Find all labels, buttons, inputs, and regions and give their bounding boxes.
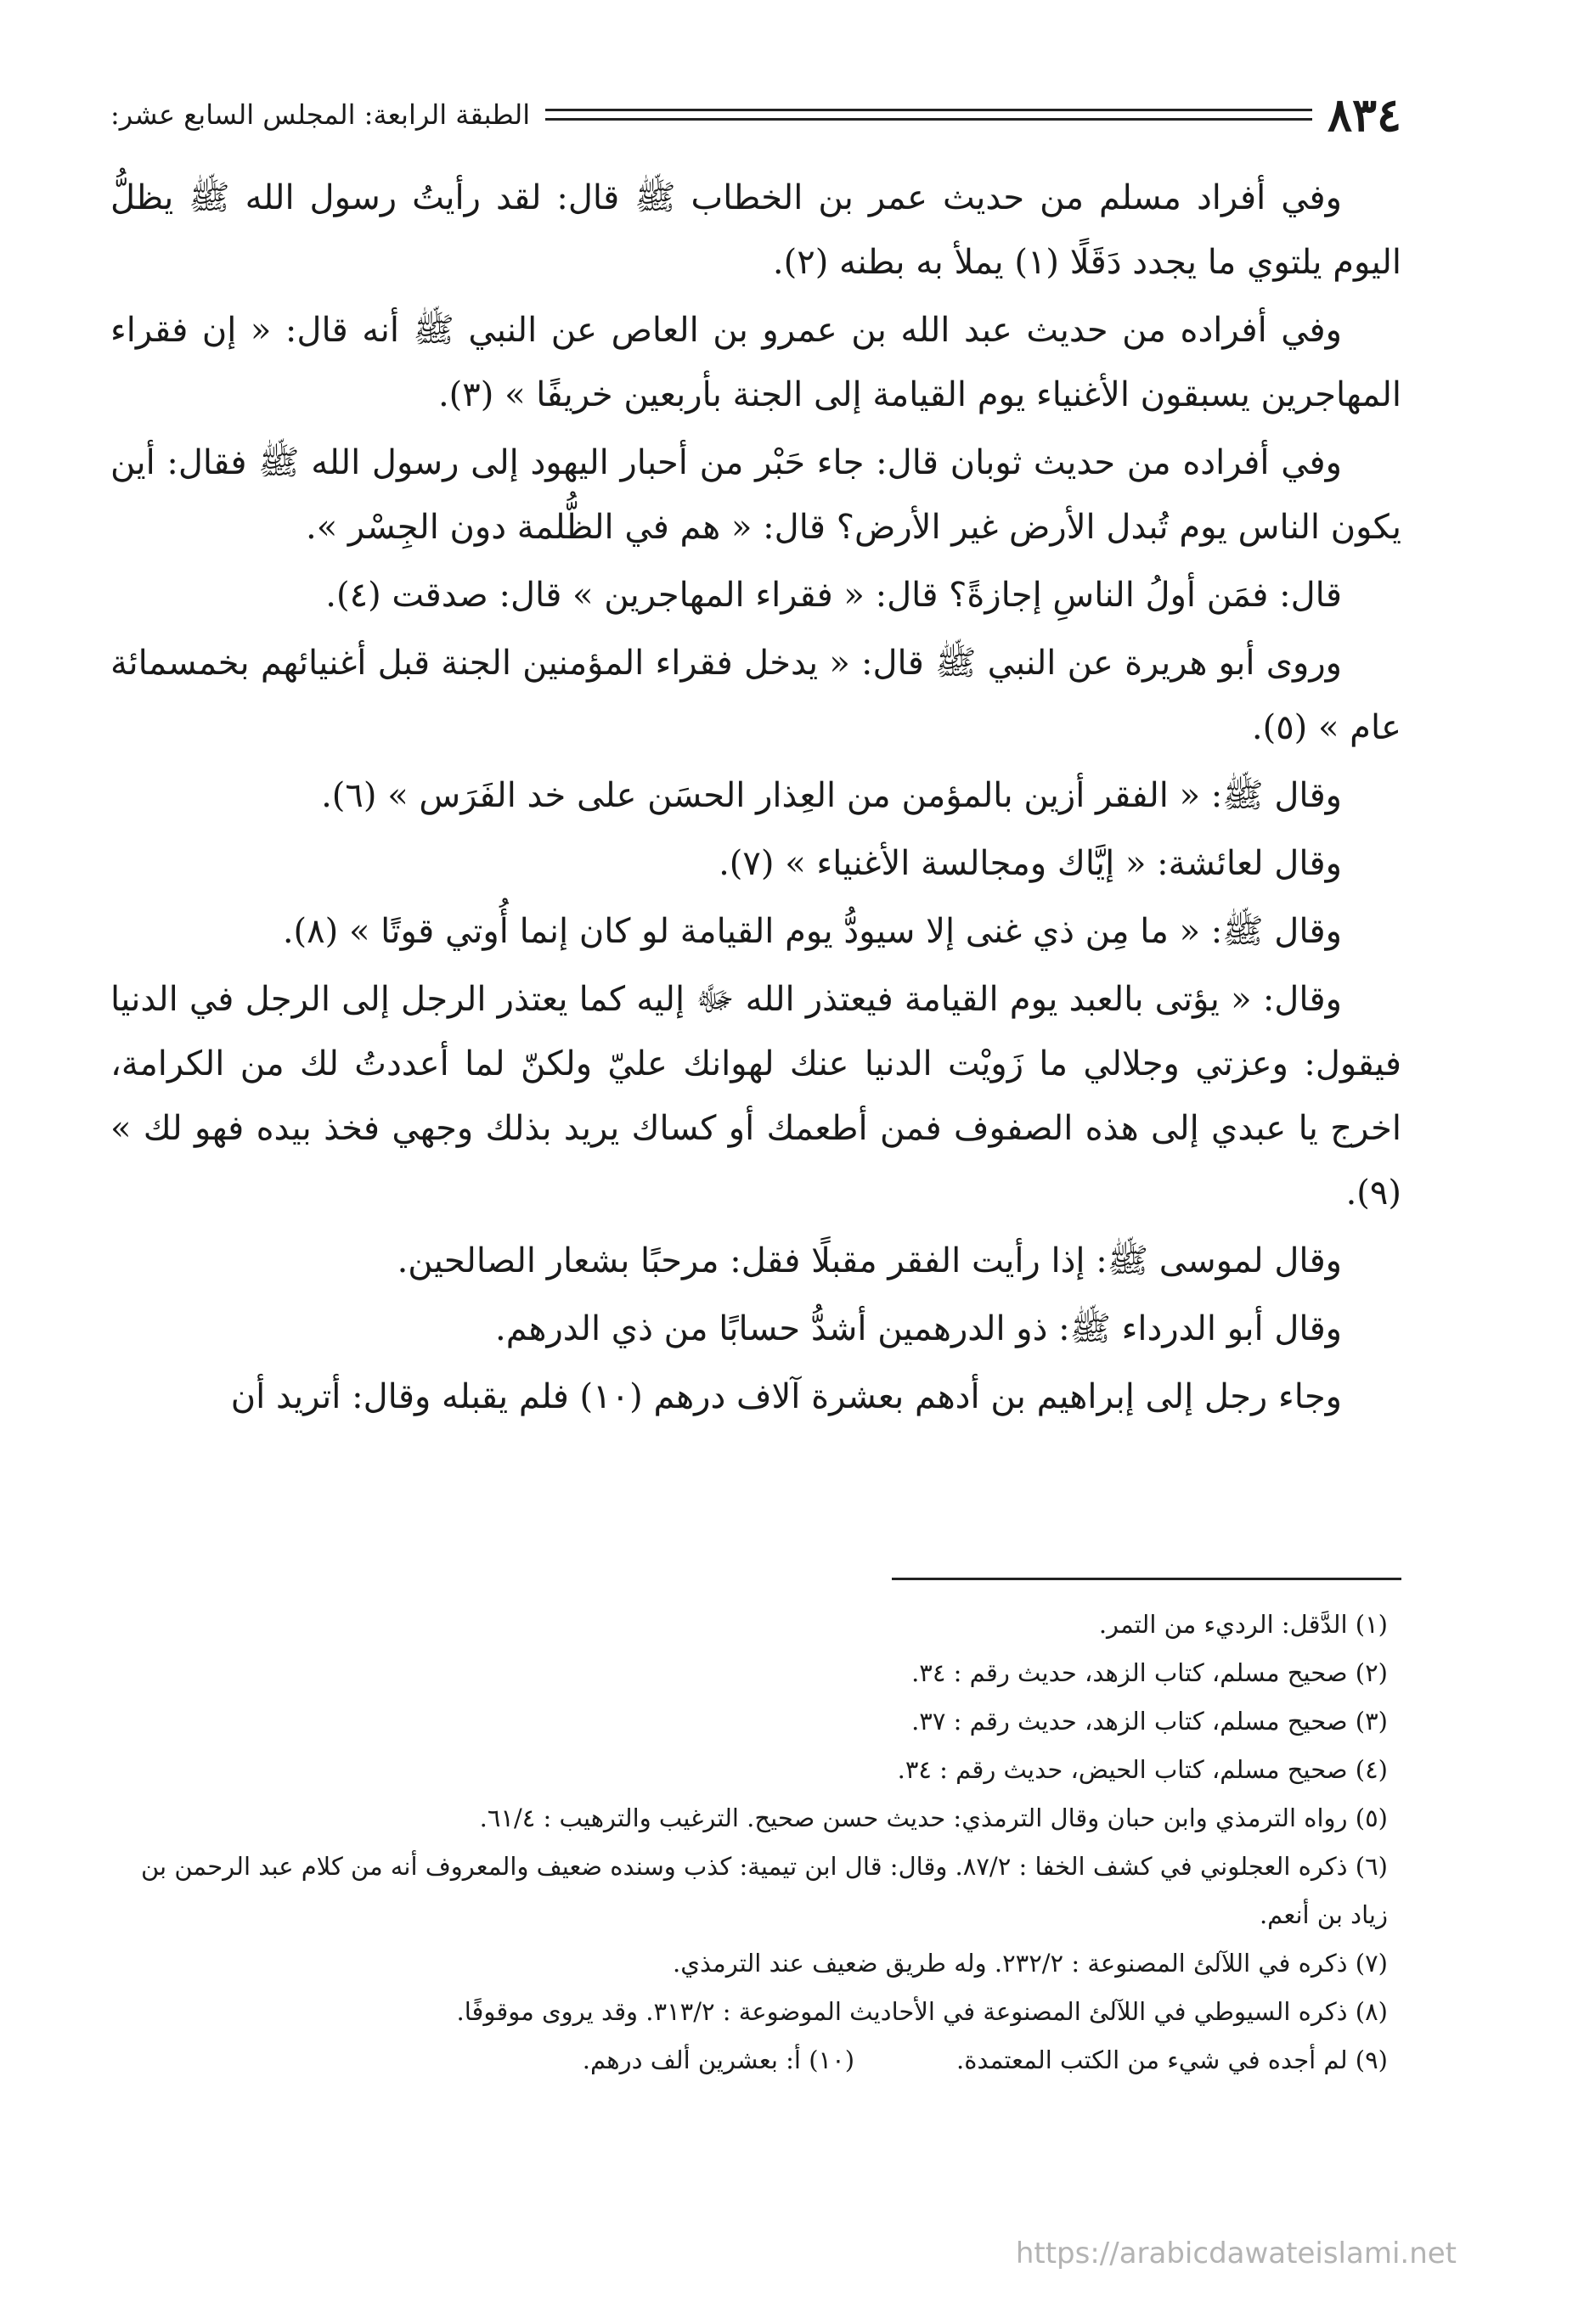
footnote: (٧) ذكره في اللآلئ المصنوعة : ٢٣٢/٢. وله طريق ضعيف عند الترمذي. <box>673 1949 1388 1978</box>
paragraph: وقال: « يؤتى بالعبد يوم القيامة فيعتذر الله ﷻ إليه كما يعتذر الرجل إلى الرجل في الدنيا فيقول: وعزتي وجلالي ما زَويْت الدنيا عنك لهوانك عليّ ولكنّ لما أعددتُ لك من الكرامة، اخرج يا عبدي إلى هذه الصفوف فمن أطعمك أو كساك يريد بذلك وجهي فخذ بيده فهو لك » (٩). <box>110 980 1401 1213</box>
paragraph: وفي أفراده من حديث ثوبان قال: جاء حَبْر من أحبار اليهود إلى رسول الله ﷺ فقال: أين يكون الناس يوم تُبدل الأرض غير الأرض؟ قال: « هم في الظُّلمة دون الجِسْر ». <box>110 443 1401 547</box>
footnote: (٤) صحيح مسلم، كتاب الحيض، حديث رقم : ٣٤. <box>897 1755 1388 1784</box>
paragraph: وقال لموسى ﷺ: إذا رأيت الفقر مقبلًا فقل: مرحبًا بشعار الصالحين. <box>397 1241 1342 1280</box>
footnote: (٨) ذكره السيوطي في اللآلئ المصنوعة في الأحاديث الموضوعة : ٣١٣/٢. وقد يروى موقوفًا. <box>456 1997 1388 2026</box>
paragraph: وجاء رجل إلى إبراهيم بن أدهم بعشرة آلاف درهم (١٠) فلم يقبله وقال: أتريد أن <box>230 1377 1342 1416</box>
footnote-pair <box>110 2036 1401 2085</box>
page-number: ٨٣٤ <box>1327 87 1401 142</box>
paragraph: وقال أبو الدرداء ﷺ: ذو الدرهمين أشدُّ حسابًا من ذي الدرهم. <box>495 1309 1342 1348</box>
footnote-separator <box>892 1578 1401 1580</box>
footnote: (٩) لم أجده في شيء من الكتب المعتمدة. <box>956 2045 1388 2074</box>
paragraph: وقال ﷺ: « ما مِن ذي غنى إلا سيودُّ يوم القيامة لو كان إنما أُوتي قوتًا » (٨). <box>282 912 1342 951</box>
footnote: (٦) ذكره العجلوني في كشف الخفا : ٨٧/٢. وقال: قال ابن تيمية: كذب وسنده ضعيف والمعروف أنه من كلام عبد الرحمن بن زياد بن أنعم. <box>140 1852 1388 1929</box>
paragraph: وقال ﷺ: « الفقر أزين بالمؤمن من العِذار الحسَن على خد الفَرَس » (٦). <box>321 776 1342 815</box>
footnote: (٣) صحيح مسلم، كتاب الزهد، حديث رقم : ٣٧. <box>911 1707 1388 1736</box>
paragraph: وفي أفراده من حديث عبد الله بن عمرو بن العاص عن النبي ﷺ أنه قال: « إن فقراء المهاجرين يسبقون الأغنياء يوم القيامة إلى الجنة بأربعين خريفًا » (٣). <box>110 311 1401 414</box>
header-rule <box>545 109 1312 121</box>
footnotes <box>110 1601 1401 2085</box>
paragraph: وروى أبو هريرة عن النبي ﷺ قال: « يدخل فقراء المؤمنين الجنة قبل أغنيائهم بخمسمائة عام » (٥). <box>110 644 1401 747</box>
footnote: (١) الدَّقل: الرديء من التمر. <box>1098 1610 1388 1639</box>
page-header <box>110 85 1401 144</box>
watermark-url: https://arabicdawateislami.net <box>1015 2237 1457 2271</box>
paragraph: وفي أفراد مسلم من حديث عمر بن الخطاب ﷺ قال: لقد رأيتُ رسول الله ﷺ يظلُّ اليوم يلتوي ما يجدد دَقَلًا (١) يملأ به بطنه (٢). <box>110 178 1401 282</box>
paragraph: قال: فمَن أولُ الناسِ إجازةً؟ قال: « فقراء المهاجرين » قال: صدقت (٤). <box>325 576 1342 615</box>
footnote: (٥) رواه الترمذي وابن حبان وقال الترمذي: حديث حسن صحيح. الترغيب والترهيب : ٦١/٤. <box>479 1803 1388 1832</box>
footnote: (٢) صحيح مسلم، كتاب الزهد، حديث رقم : ٣٤. <box>911 1658 1388 1687</box>
running-title: الطبقة الرابعة: المجلس السابع عشر: <box>110 98 531 131</box>
main-text <box>110 166 1401 1432</box>
paragraph: وقال لعائشة: « إيَّاك ومجالسة الأغنياء » (٧). <box>719 844 1342 883</box>
footnote: (١٠) أ: بعشرين ألف درهم. <box>582 2045 855 2074</box>
